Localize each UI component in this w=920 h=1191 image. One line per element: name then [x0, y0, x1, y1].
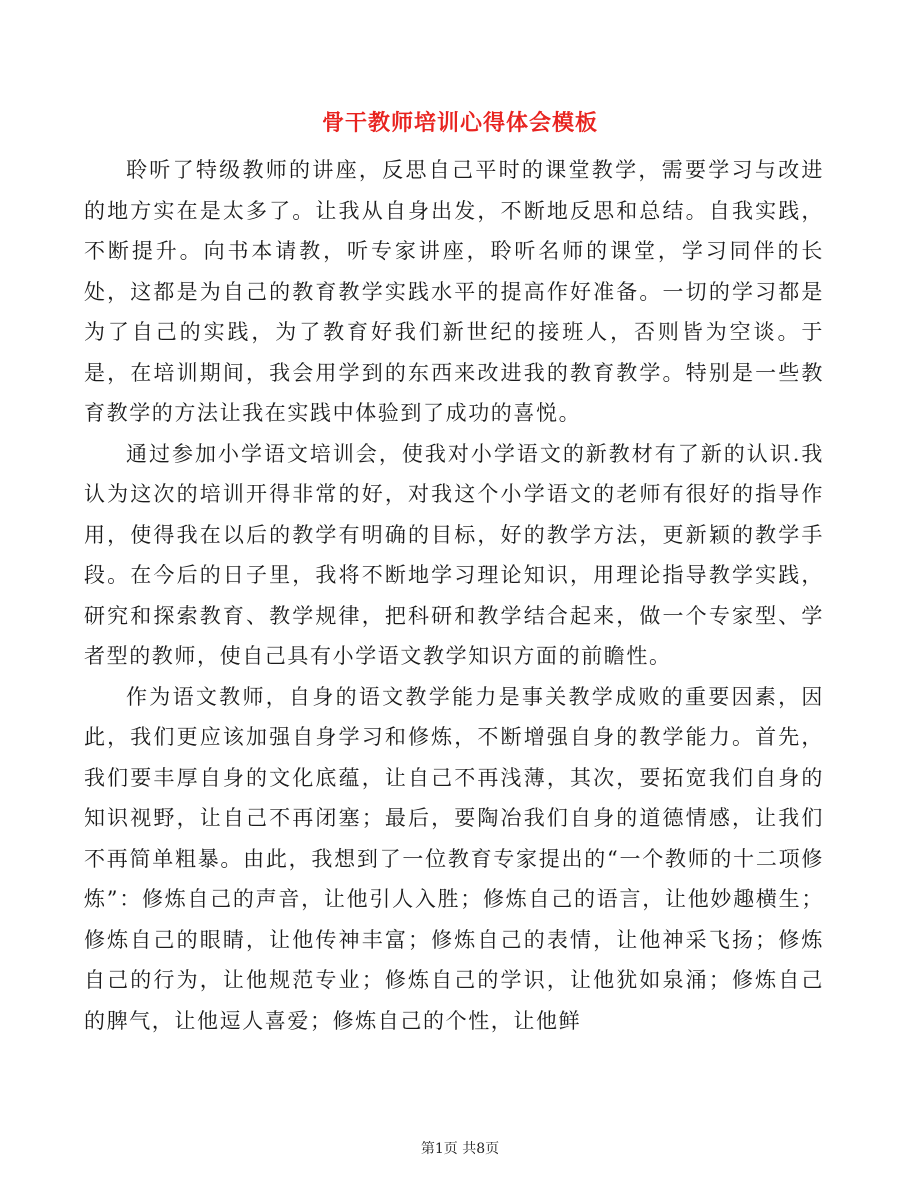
page-number-footer: 第1页 共8页	[420, 1141, 500, 1157]
paragraph-2: 通过参加小学语文培训会，使我对小学语文的新教材有了新的认识.我认为这次的培训开得非常的好，对我这个小学语文的老师有很好的指导作用，使得我在以后的教学有明确的目标，好的教学方法，更新颖的教学手段。在今后的日子里，我将不断地学习理论知识，用理论指导教学实践，研究和探索教育、教学规律，把科研和教学结合起来，做一个专家型、学者型的教师，使自己具有小学语文教学知识方面的前瞻性。	[84, 441, 824, 668]
document-title: 骨干教师培训心得体会模板	[321, 110, 598, 136]
document-body	[84, 150, 824, 1041]
paragraph-3: 作为语文教师，自身的语文教学能力是事关教学成败的重要因素，因此，我们更应该加强自身学习和修炼，不断增强自身的教学能力。首先，我们要丰厚自身的文化底蕴，让自己不再浅薄，其次，要拓宽我们自身的知识视野，让自己不再闭塞；最后，要陶冶我们自身的道德情感，让我们不再简单粗暴。由此，我想到了一位教育专家提出的“一个教师的十二项修炼”：修炼自己的声音，让他引人入胜；修炼自己的语言，让他妙趣横生；修炼自己的眼睛，让他传神丰富；修炼自己的表情，让他神采飞扬；修炼自己的行为，让他规范专业；修炼自己的学识，让他犹如泉涌；修炼自己的脾气，让他逗人喜爱；修炼自己的个性，让他鲜	[84, 684, 824, 1033]
paragraph-1: 聆听了特级教师的讲座，反思自己平时的课堂教学，需要学习与改进的地方实在是太多了。让我从自身出发，不断地反思和总结。自我实践，不断提升。向书本请教，听专家讲座，聆听名师的课堂，学习同伴的长处，这都是为自己的教育教学实践水平的提高作好准备。一切的学习都是为了自己的实践，为了教育好我们新世纪的接班人，否则皆为空谈。于是，在培训期间，我会用学到的东西来改进我的教育教学。特别是一些教育教学的方法让我在实践中体验到了成功的喜悦。	[84, 158, 824, 425]
